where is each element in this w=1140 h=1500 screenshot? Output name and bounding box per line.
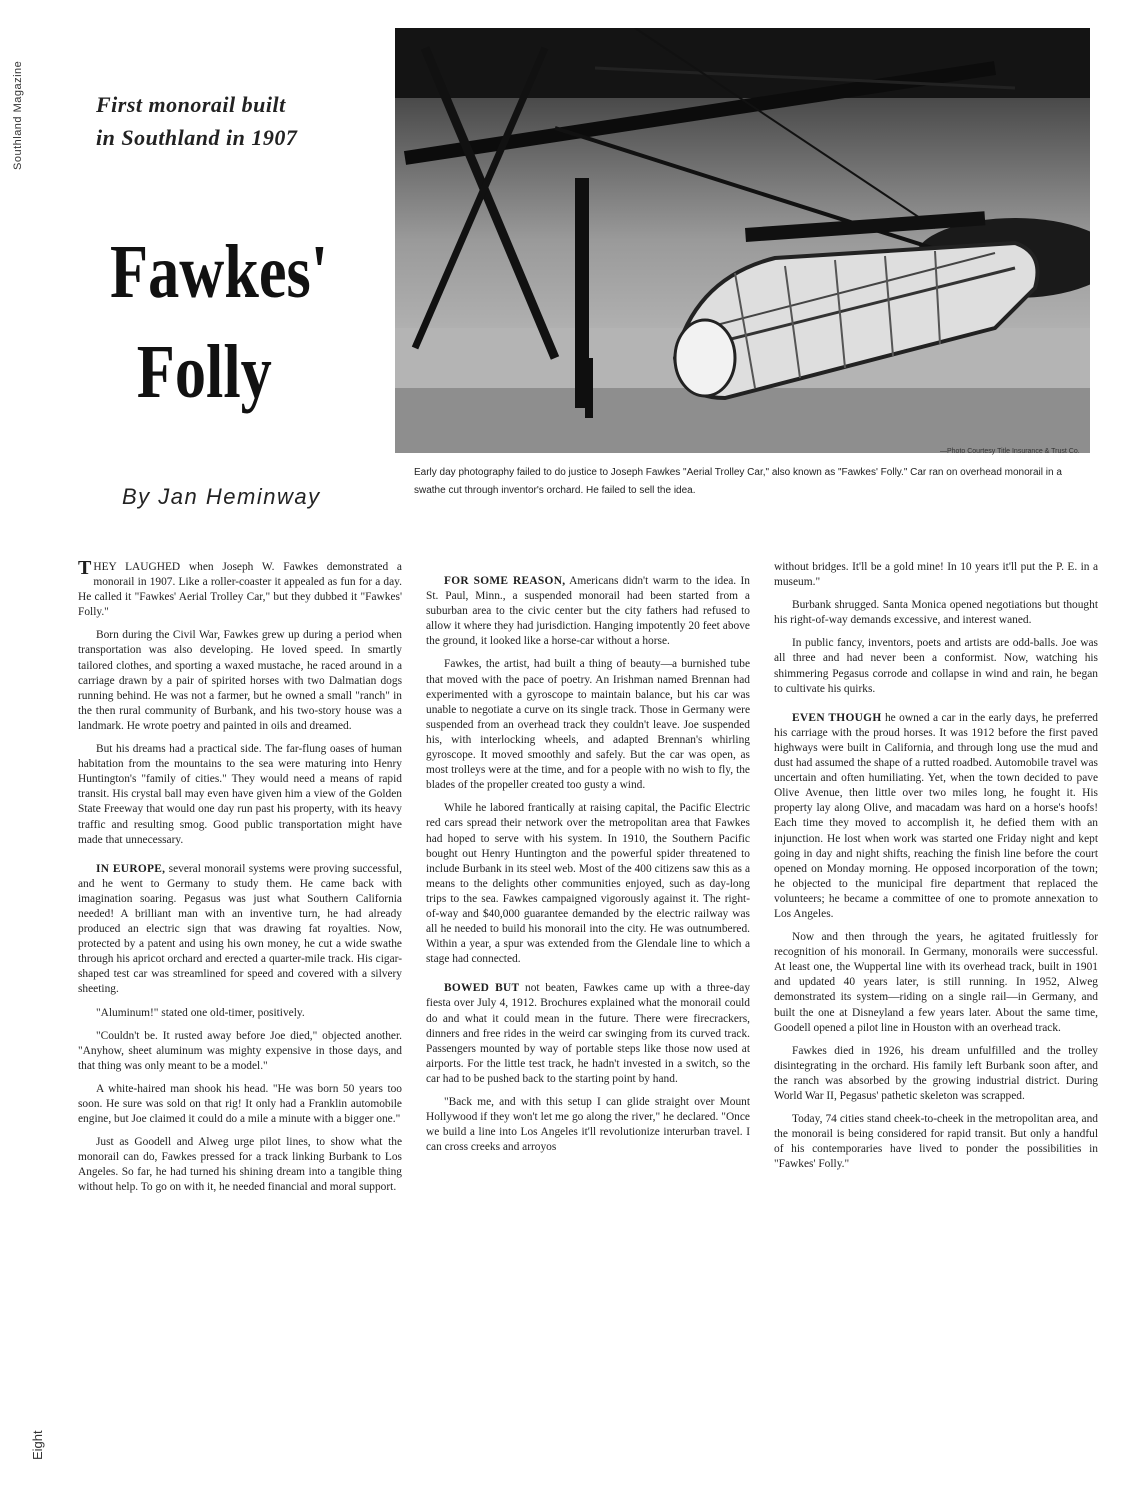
headline-kicker xyxy=(96,88,356,154)
drop-cap: T xyxy=(78,557,92,579)
section-lead-in: FOR SOME REASON, xyxy=(444,575,566,587)
paragraph-text: several monorail systems were proving successful, and he went to Germany to study them. He came back with imagination soaring. Pegasus was just what Southern California needed! A brilliant man with an inventive turn, he had already produced an electric sign that was drawing fat royalties. Now, protected by a patent and using his own money, he cut a wide swathe through his apricot orchard and erected a quarter-mile track. His cigar-shaped test car was streamlined for speed and covered with a silvery sheeting. xyxy=(78,862,402,996)
article-paragraph xyxy=(774,1112,1098,1172)
paragraph-text: Burbank shrugged. Santa Monica opened negotiations but thought his right-of-way demands excessive, and interest waned. xyxy=(774,599,1098,627)
article-paragraph xyxy=(78,1029,402,1074)
article-paragraph xyxy=(426,657,750,793)
paragraph-text: But his dreams had a practical side. The far-flung oases of human habitation from the mountains to the sea were maturing into Henry Huntington's "family of cities." They would need a means of rapid transit. His crystal ball may even have given him a view of the Golden State Freeway that would one day run past his property, with its heavy traffic and resulting smog. Good public transportation might have made that unnecessary. xyxy=(78,743,402,846)
paragraph-text: HEY LAUGHED when Joseph W. Fawkes demonstrated a monorail in 1907. Like a roller-coaster it appealed as fun for a day. He called it "Fawkes' Aerial Trolley Car," but they dubbed it "Fawkes' Folly." xyxy=(78,561,402,619)
paragraph-text: While he labored frantically at raising capital, the Pacific Electric red cars spread their network over the metropolitan area that Fawkes had hoped to serve with his system. In 1910, the Southern Pacific bought out Henry Huntington and the powerful spider threatened to include Burbank in its steel web. Most of the 400 citizens saw this as a means to the delights other communities enjoyed, such as day-long trips to the sea. Fawkes campaigned vigorously against it. The right-of-way and $40,000 guarantee demanded by the electric railway was all he needed to build his monorail into the city. He was outnumbered. Within a year, a spur was extended from the Glendale line to which a stage had connected. xyxy=(426,802,750,966)
section-lead-in: IN EUROPE, xyxy=(96,862,166,875)
paragraph-text: "Couldn't be. It rusted away before Joe died," objected another. "Anyhow, sheet aluminum was mighty expensive in those days, and that thing was only meant to be a model." xyxy=(78,1029,402,1072)
page-number: Eight xyxy=(30,1430,45,1460)
article-paragraph xyxy=(426,801,750,967)
article-paragraph xyxy=(774,1044,1098,1104)
article-body xyxy=(78,557,1098,1460)
photo-credit: —Photo Courtesy Title Insurance & Trust Co. xyxy=(940,448,1080,455)
section-lead-in: BOWED BUT xyxy=(444,982,520,995)
monorail-photo xyxy=(395,28,1090,453)
paragraph-text: without bridges. It'll be a gold mine! In 10 years it'll put the P. E. in a museum." xyxy=(774,561,1098,589)
article-paragraph xyxy=(78,557,402,620)
article-paragraph xyxy=(78,1135,402,1195)
article-paragraph xyxy=(78,862,402,998)
title-line-1: Fawkes' xyxy=(110,230,329,314)
kicker-line-2: in Southland in 1907 xyxy=(96,125,298,150)
paragraph-text: Americans didn't warm to the idea. In St. Paul, Minn., a suspended monorail had been started from a suburban area to the civic center but the city fathers had refused to allow it where they had jurisdiction. Hanging impotently 20 feet above the ground, it looked like a horse-car without a horse. xyxy=(426,575,750,648)
article-paragraph xyxy=(426,574,750,649)
article-column-3 xyxy=(774,560,1098,1460)
paragraph-text: Born during the Civil War, Fawkes grew up during a period when transportation was also developing. He loved speed. In smartly tailored clothes, and sporting a waxed mustache, he raced around in a carriage drawn by a pair of spirited horses with two Dalmatian dogs running behind. He was not a farmer, but he owned a small "ranch" in the then rural community of Burbank, and his two-story house was a landmark. He wrote poetry and painted in oils and dreamed. xyxy=(78,629,402,732)
paragraph-text: "Back me, and with this setup I can glide straight over Mount Hollywood if they won't let me go along the river," he declared. "Once we build a line into Los Angeles it'll revolutionize interurban travel. I can cross creeks and arroyos xyxy=(426,1096,750,1154)
article-column-1 xyxy=(78,557,402,1460)
paragraph-text: Today, 74 cities stand cheek-to-cheek in the metropolitan area, and the monorail is being considered for rapid transit. But only a handful of his contemporaries have lived to ponder the possibilities in "Fawkes' Folly." xyxy=(774,1113,1098,1171)
article-paragraph xyxy=(774,598,1098,628)
article-paragraph xyxy=(774,560,1098,590)
byline: By Jan Heminway xyxy=(122,484,321,509)
monorail-photo-illustration xyxy=(395,28,1090,453)
article-paragraph xyxy=(78,1082,402,1127)
article-paragraph xyxy=(78,1006,402,1021)
paragraph-text: Fawkes, the artist, had built a thing of beauty—a burnished tube that moved with the pace of poetry. An Irishman named Brennan had experimented with a gyroscope to maintain balance, but his car was unable to negotiate a curve on its single track. Those in Germany were suspended from an overhead track they couldn't leave. Joe suspended his, with interlocking wheels, and adapted Brennan's whirling gyroscope. It moved smoothly and safely. But the car was open, as most trolleys were at the time, and for a people with no wish to fly, the blades of the propeller created too gusty a wind. xyxy=(426,658,750,792)
paragraph-text: Fawkes died in 1926, his dream unfulfilled and the trolley disintegrating in the orchard. His family left Burbank soon after, and the ranch was absorbed by the growing industrial district. During World War II, Pegasus' pathetic skeleton was scrapped. xyxy=(774,1044,1098,1102)
article-paragraph xyxy=(78,628,402,734)
magazine-side-label: Southland Magazine xyxy=(12,60,24,170)
paragraph-text: he owned a car in the early days, he preferred his carriage with the proud horses. It was 1912 before the first paved highways were built in California, and through long use the mud and dust had assumed the shape of a rutted roadbed. Automobile travel was uncertain and often humiliating. Yet, when the town decided to pave Olive Avenue, then little over two miles long, he fought it. His property lay along Olive, and macadam was hard on a horse's hoofs! Each time they moved to accomplish it, he defied them with an injunction. He lost when work was started one Friday night and kept going in day and night shifts, reaching the finish line before the court opened on Monday morning. He opposed incorporation of the town; he objected to the municipal fire department that replaced the volunteers; he became a committee of one to promote annexation to Los Angeles. xyxy=(774,711,1098,920)
paragraph-text: Just as Goodell and Alweg urge pilot lines, to show what the monorail can do, Fawkes pressed for a track linking Burbank to Los Angeles. So far, he had turned his shining dream into a tangible thing without help. To go on with it, he needed financial and moral support. xyxy=(78,1136,402,1194)
article-paragraph xyxy=(78,742,402,848)
paragraph-text: not beaten, Fawkes came up with a three-day fiesta over July 4, 1912. Brochures explained what the monorail could do and what it could mean in the future. There were firecrackers, dinners and free rides in the weird car swinging from its curved track. Passengers mounted by way of portable steps like those now used at airports. For the little test track, he hadn't invested in a switch, so the car had to be pushed back to the starting point by hand. xyxy=(426,982,751,1085)
photo-caption: Early day photography failed to do justice to Joseph Fawkes "Aerial Trolley Car," also known as "Fawkes' Folly." Car ran on overhead monorail in a swathe cut through inventor's orchard. He failed to sell the idea. xyxy=(414,467,1062,496)
article-column-2 xyxy=(426,560,750,1460)
article-paragraph xyxy=(426,981,750,1087)
paragraph-text: A white-haired man shook his head. "He was born 50 years too soon. He sure was sold on that rig! It only had a Franklin automobile engine, but Joe claimed it could do a mile a minute with a bigger one." xyxy=(78,1082,402,1126)
section-lead-in: EVEN THOUGH xyxy=(792,711,882,724)
article-title xyxy=(110,222,329,422)
paragraph-text: Now and then through the years, he agitated fruitlessly for recognition of his monorail. In Germany, monorails were successful. At least one, the Wuppertal line with its overhead track, built in 1901 and updated 40 years later, is still running. In 1952, Alweg demonstrated its system—riding on a single rail—in Germany, and built the one at Disneyland a few years later. About the same time, Goodell opened a pilot line in Houston with an overhead track. xyxy=(774,931,1098,1034)
article-paragraph xyxy=(426,1095,750,1155)
paragraph-text: "Aluminum!" stated one old-timer, positively. xyxy=(96,1006,305,1019)
title-line-2: Folly xyxy=(136,330,272,414)
kicker-line-1: First monorail built xyxy=(96,92,286,117)
article-paragraph xyxy=(774,711,1098,922)
paragraph-text: In public fancy, inventors, poets and artists are odd-balls. Joe was all three and had never been a conformist. Now, watching his shimmering Pegasus corrode and collapse in wind and rain, he began to cultivate his quirks. xyxy=(774,637,1098,695)
article-paragraph xyxy=(774,636,1098,696)
article-paragraph xyxy=(774,930,1098,1036)
